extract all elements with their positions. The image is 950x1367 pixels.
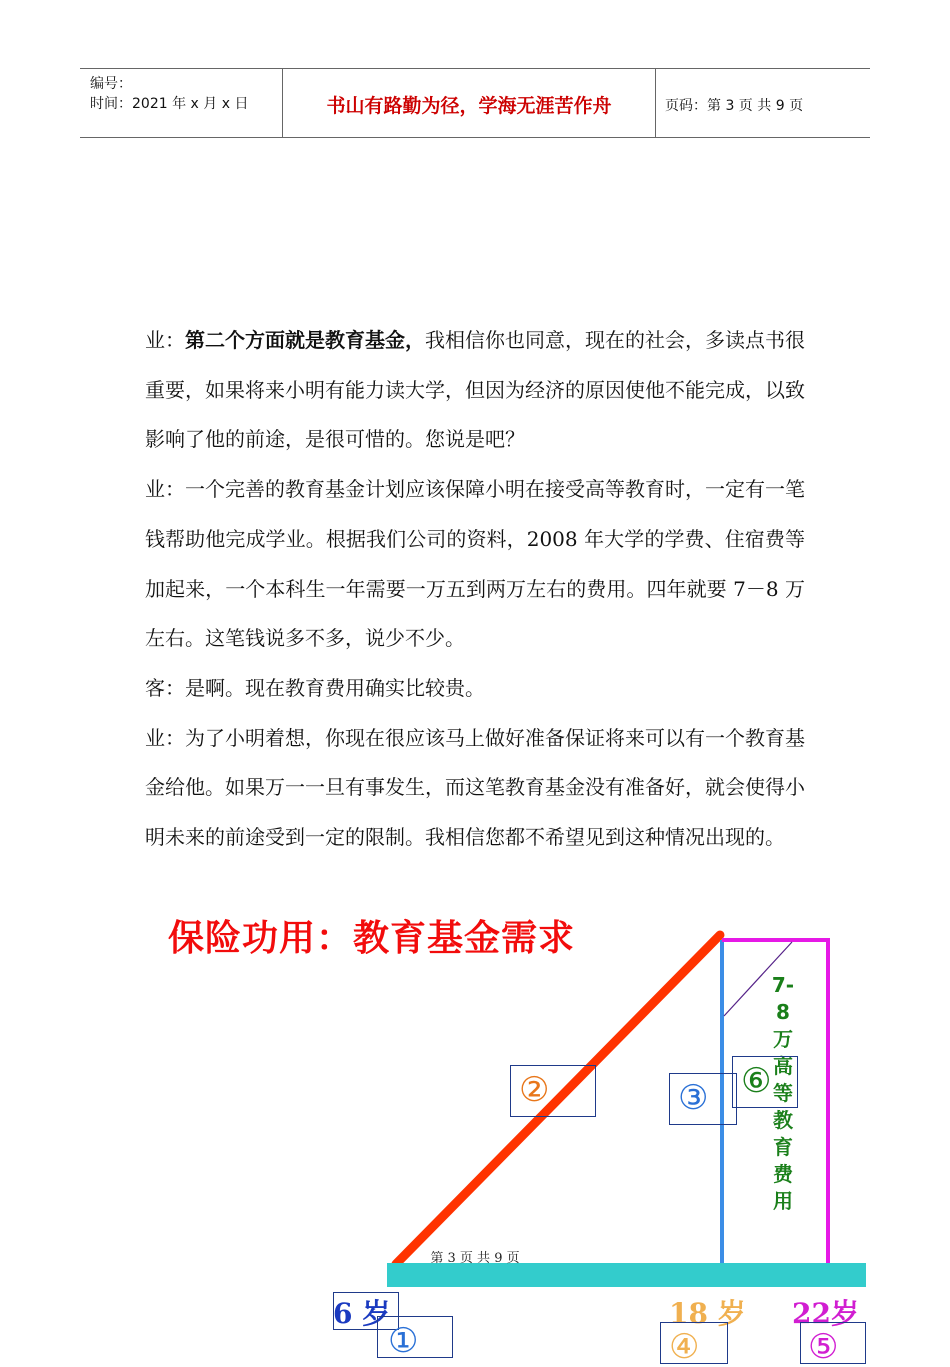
speaker: 业： (145, 328, 185, 352)
time-label: 时间：2021 年 x 月 x 日 (90, 96, 249, 112)
bold-lead: 第二个方面就是教育基金， (185, 328, 425, 352)
dialogue-body (145, 316, 805, 863)
paragraph (145, 465, 805, 664)
number-label: 编号： (90, 76, 132, 92)
marker-5: ⑤ (808, 1327, 839, 1367)
fund-amount-label: 7-8 万 高 等 教 育 费 用 (771, 973, 795, 1213)
header-meta (80, 69, 282, 137)
paragraph (145, 714, 805, 863)
age-18: 18 岁 (669, 1297, 746, 1330)
page-info: 页码：第 3 页 共 9 页 (665, 98, 804, 114)
page-header (80, 68, 870, 138)
paragraph (145, 316, 805, 465)
marker-2: ② (519, 1070, 550, 1110)
header-motto-cell (282, 69, 656, 137)
paragraph-text: 一个完善的教育基金计划应该保障小明在接受高等教育时，一定有一笔钱帮助他完成学业。根据我们公司的资料，2008 年大学的学费、住宿费等加起来，一个本科生一年需要一万五到两万左右的费用。四年就要 7－8 万左右。这笔钱说多不多，说少不少。 (145, 477, 805, 651)
speaker: 业： (145, 725, 185, 750)
timeline-bar (387, 1263, 866, 1287)
motto: 书山有路勤为径，学海无涯苦作舟 (326, 95, 612, 117)
speaker: 客： (145, 675, 185, 700)
marker-1: ① (388, 1321, 419, 1361)
age-22: 22岁 (792, 1297, 859, 1330)
paragraph-text: 是啊。现在教育费用确实比较贵。 (185, 675, 485, 700)
age-6: 6 岁 (333, 1297, 391, 1330)
marker-3: ③ (678, 1078, 709, 1118)
header-page-cell (655, 69, 870, 137)
paragraph-text: 我相信你也同意，现在的社会，多读点书很重要，如果将来小明有能力读大学，但因为经济的原因使他不能完成，以致影响了他的前途，是很可惜的。您说是吧？ (145, 328, 805, 452)
education-fund-diagram (0, 900, 950, 1344)
page-footer: 第 3 页 共 9 页 (430, 1251, 520, 1266)
marker-6: ⑥ (741, 1061, 772, 1101)
paragraph-text: 为了小明着想，你现在很应该马上做好准备保证将来可以有一个教育基金给他。如果万一一旦有事发生，而这笔教育基金没有准备好，就会使得小明未来的前途受到一定的限制。我相信您都不希望见到这种情况出现的。 (145, 725, 805, 850)
paragraph (145, 664, 805, 714)
diagram-title: 保险功用：教育基金需求 (168, 918, 576, 959)
marker-4: ④ (669, 1327, 700, 1367)
speaker: 业： (145, 477, 185, 502)
